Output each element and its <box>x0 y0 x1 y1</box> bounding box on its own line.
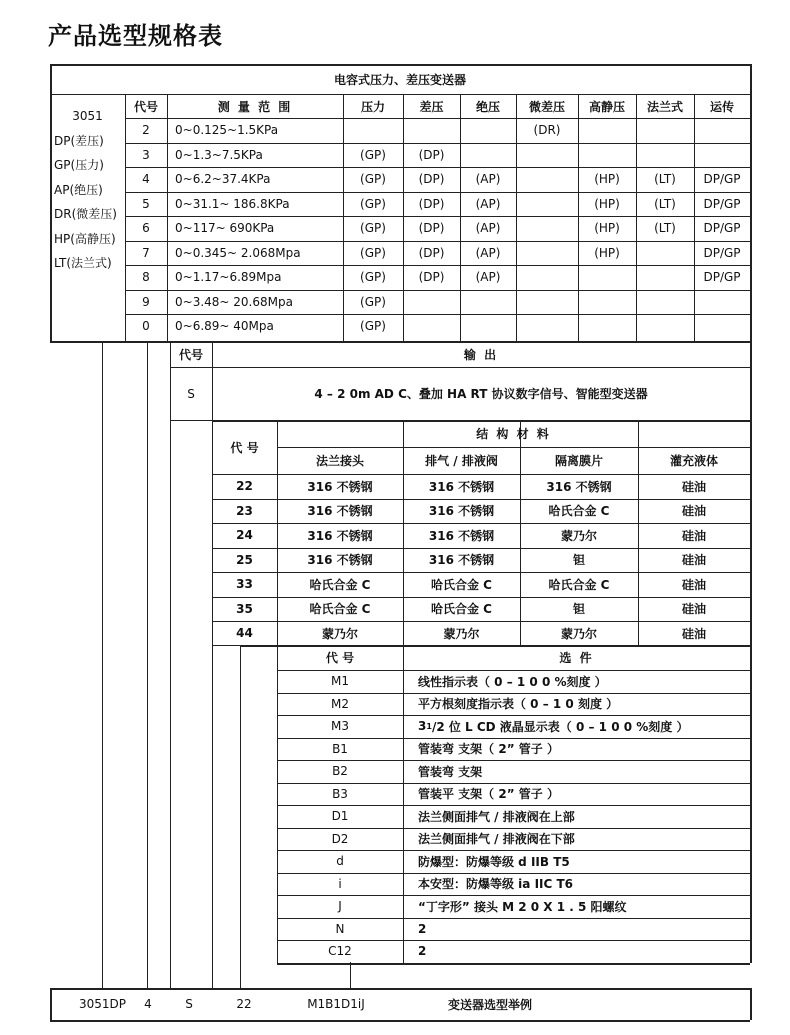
section1-cell: (AP) <box>475 172 501 187</box>
page-title: 产品选型规格表 <box>48 22 223 50</box>
section3-right-border <box>750 420 752 645</box>
example-code-part-1: 4 <box>144 997 152 1011</box>
section4-option: 2 <box>418 921 427 936</box>
section1-cell: (HP) <box>594 245 620 260</box>
section2-code-header: 代号 <box>178 347 203 362</box>
section1-cell: (GP) <box>360 196 386 211</box>
section1-cell: (AP) <box>475 196 501 211</box>
section1-cell: 0~0.125~1.5KPa <box>175 123 279 138</box>
section2-description: 4 – 2 0m AD C、叠加 HA RT 协议数字信号、智能型变送器 <box>314 387 648 401</box>
section1-cell: 0~1.17~6.89Mpa <box>175 270 282 285</box>
section4-option: 管装平 支架（ 2” 管子 ） <box>418 787 559 802</box>
section4-option: “丁字形” 接头 M 2 0 X 1 . 5 阳螺纹 <box>418 899 627 914</box>
section1-cell: (DP) <box>418 172 445 187</box>
section3-cell: 哈氏合金 C <box>548 577 610 592</box>
model-type-0: DP(差压) <box>54 133 104 148</box>
section1-header-7: 法兰式 <box>646 99 683 114</box>
section1-cell: (AP) <box>475 245 501 260</box>
section1-cell: (GP) <box>360 147 386 162</box>
section1-cell: (GP) <box>360 245 386 260</box>
section1-title: 电容式压力、差压变送器 <box>333 72 466 87</box>
section1-cell: (HP) <box>594 196 620 211</box>
section3-cell: 316 不锈钢 <box>428 528 495 543</box>
model-type-4: HP(高静压) <box>54 231 116 246</box>
section1-cell: 9 <box>142 294 150 309</box>
section1-cell: (AP) <box>475 221 501 236</box>
section1-header-3: 差压 <box>419 99 444 114</box>
model-type-3: DR(微差压) <box>54 207 117 221</box>
section3-cell: 25 <box>236 552 253 567</box>
section1-cell: (DP) <box>418 147 445 162</box>
section1-cell: (DP) <box>418 270 445 285</box>
section3-cell: 蒙乃尔 <box>560 626 597 641</box>
section1-cell: 0~3.48~ 20.68Mpa <box>175 294 293 309</box>
section1-cell: 0~6.89~ 40Mpa <box>175 319 274 334</box>
section3-cell: 22 <box>236 479 253 494</box>
section1-cell: (AP) <box>475 270 501 285</box>
section4-code: M3 <box>331 719 349 734</box>
section3-code-header: 代 号 <box>230 440 259 455</box>
section1-cell: 6 <box>142 221 150 236</box>
model-type-5: LT(法兰式) <box>54 256 112 270</box>
section3-cell: 硅油 <box>681 479 706 494</box>
section3-cell: 硅油 <box>681 602 706 617</box>
section3-cell: 23 <box>236 503 253 518</box>
section1-cell: 3 <box>142 147 150 162</box>
example-right-border <box>750 988 752 1020</box>
section1-header-5: 微差压 <box>528 99 565 114</box>
example-code-part-4: M1B1D1iJ <box>307 997 365 1011</box>
tree-line-output <box>170 341 171 988</box>
tree-line-options <box>240 645 241 988</box>
section4-option: 平方根刻度指示表（ 0 – 1 0 刻度 ） <box>418 697 619 712</box>
section3-cell: 硅油 <box>681 577 706 592</box>
section1-cell: (GP) <box>360 221 386 236</box>
section3-cell: 哈氏合金 C <box>309 602 371 617</box>
section1-column-rule <box>167 94 168 341</box>
section4-option: 本安型：防爆等级 ia IIC T6 <box>418 877 574 892</box>
model-type-2: AP(绝压) <box>54 182 103 197</box>
section4-code: J <box>338 899 342 914</box>
example-label: 变送器选型举例 <box>447 997 532 1012</box>
section3-header-2: 隔离膜片 <box>554 454 603 468</box>
section4-code: C12 <box>328 944 352 959</box>
section1-cell: DP/GP <box>703 221 741 236</box>
section3-cell: 35 <box>236 601 253 616</box>
section4-right-border <box>750 645 752 963</box>
section1-header-6: 高静压 <box>588 99 625 114</box>
section3-cell: 硅油 <box>681 504 706 519</box>
section2-right-border <box>750 341 752 420</box>
section1-cell: 8 <box>142 270 150 285</box>
section1-header-2: 压力 <box>360 99 385 114</box>
section3-cell: 33 <box>236 577 253 592</box>
example-code-part-2: S <box>185 997 193 1011</box>
section1-cell: (DR) <box>533 123 561 138</box>
section3-cell: 316 不锈钢 <box>307 528 373 543</box>
section1-header-4: 绝压 <box>475 99 500 114</box>
section4-option: 管装弯 支架（ 2” 管子 ） <box>418 742 559 757</box>
section2-bottom-rule <box>170 420 212 421</box>
section4-code: B3 <box>332 786 348 801</box>
section1-cell: (GP) <box>360 294 386 309</box>
section4-option: 防爆型：防爆等级 d IIB T5 <box>418 854 570 869</box>
section4-option: 管装弯 支架 <box>418 764 483 779</box>
section1-cell: (DP) <box>418 221 445 236</box>
section3-cell: 哈氏合金 C <box>431 577 492 592</box>
section3-cell: 钽 <box>572 602 585 617</box>
section4-code: i <box>338 876 342 891</box>
section1-cell: 5 <box>142 196 150 211</box>
section3-cell: 316 不锈钢 <box>307 553 373 568</box>
example-bottom-border <box>50 1020 750 1022</box>
section4-title: 选 件 <box>559 651 594 665</box>
section1-cell: 7 <box>142 245 150 260</box>
section3-header-1: 排气 / 排液阀 <box>425 454 498 468</box>
section3-cell: 316 不锈钢 <box>307 479 373 494</box>
section3-cell: 316 不锈钢 <box>428 504 495 519</box>
section3-cell: 316 不锈钢 <box>546 479 612 494</box>
section4-code: D1 <box>331 809 349 824</box>
section3-cell: 蒙乃尔 <box>560 528 597 543</box>
section1-cell: (DP) <box>418 196 445 211</box>
section3-cell: 哈氏合金 C <box>431 602 492 617</box>
section3-cell: 蒙乃尔 <box>321 626 358 641</box>
section3-cell: 44 <box>236 626 253 641</box>
section1-cell: DP/GP <box>703 245 741 260</box>
section4-code: B2 <box>332 764 348 779</box>
section4-code: B1 <box>332 741 348 756</box>
section1-cell: 0~31.1~ 186.8KPa <box>175 196 290 211</box>
section1-cell: DP/GP <box>703 196 741 211</box>
section4-code: D2 <box>331 831 349 846</box>
table-right-border <box>750 64 752 341</box>
section1-cell: (GP) <box>360 319 386 334</box>
section1-cell: 0~6.2~37.4KPa <box>175 172 271 187</box>
section3-cell: 316 不锈钢 <box>428 553 495 568</box>
section1-header-0: 代号 <box>133 99 158 114</box>
section4-code: N <box>335 921 345 936</box>
section1-cell: (HP) <box>594 221 620 236</box>
section1-cell: 0~1.3~7.5KPa <box>175 147 263 162</box>
section3-cell: 硅油 <box>681 553 706 568</box>
section1-cell: DP/GP <box>703 172 741 187</box>
section1-cell: 0 <box>142 319 150 334</box>
section4-code-header: 代 号 <box>325 651 355 665</box>
section1-cell: (LT) <box>654 196 676 211</box>
section3-cell: 哈氏合金 C <box>548 504 610 519</box>
section4-option: 线性指示表（ 0 – 1 0 0 %刻度 ） <box>418 674 607 689</box>
section3-cell: 哈氏合金 C <box>309 577 371 592</box>
model-number: 3051 <box>72 109 103 123</box>
section1-cell: (LT) <box>654 221 676 236</box>
section1-header-8: 运传 <box>709 99 734 114</box>
section3-header-3: 灌充液体 <box>669 454 718 468</box>
section1-cell: (LT) <box>654 172 676 187</box>
section3-cell: 316 不锈钢 <box>428 479 495 494</box>
section3-cell: 316 不锈钢 <box>307 504 373 519</box>
section3-header-0: 法兰接头 <box>315 454 364 468</box>
model-type-1: GP(压力) <box>54 158 104 172</box>
tree-line-range <box>147 341 148 988</box>
section2-code: S <box>187 386 195 401</box>
section1-cell: 0~117~ 690KPa <box>175 221 275 236</box>
section3-cell: 钽 <box>572 553 585 568</box>
section1-cell: (HP) <box>594 172 620 187</box>
section1-cell: (DP) <box>418 245 445 260</box>
section1-cell: (GP) <box>360 172 386 187</box>
section3-title: 结 构 材 料 <box>476 427 551 441</box>
example-left-border <box>50 988 52 1020</box>
section1-cell: 4 <box>142 172 150 187</box>
section3-cell: 24 <box>236 528 253 543</box>
section4-option: 法兰侧面排气 / 排液阀在下部 <box>418 832 575 847</box>
section1-cell: DP/GP <box>703 270 741 285</box>
example-code-part-0: 3051DP <box>79 997 127 1011</box>
section4-bottom-rule <box>277 963 750 965</box>
section4-option: 法兰侧面排气 / 排液阀在上部 <box>418 809 575 824</box>
section4-option: 2 <box>418 944 427 959</box>
section3-cell: 蒙乃尔 <box>443 626 480 641</box>
section1-cell: 0~0.345~ 2.068Mpa <box>175 245 301 260</box>
section4-option: 3 1 /2 位 L CD 液晶显示表（ 0 – 1 0 0 %刻度 ） <box>418 719 689 734</box>
section1-cell: (GP) <box>360 270 386 285</box>
example-code-part-3: 22 <box>236 997 252 1011</box>
section2-title: 输 出 <box>463 347 499 362</box>
section4-code: M1 <box>331 674 349 689</box>
tree-line-option-codes <box>350 962 351 988</box>
tree-line-model <box>102 341 103 988</box>
section3-cell: 硅油 <box>681 528 706 543</box>
section1-header-1: 测 量 范 围 <box>217 99 293 114</box>
section4-code: M2 <box>331 696 349 711</box>
section4-code: d <box>336 854 344 869</box>
section1-cell: 2 <box>142 123 150 138</box>
section3-cell: 硅油 <box>681 626 706 641</box>
